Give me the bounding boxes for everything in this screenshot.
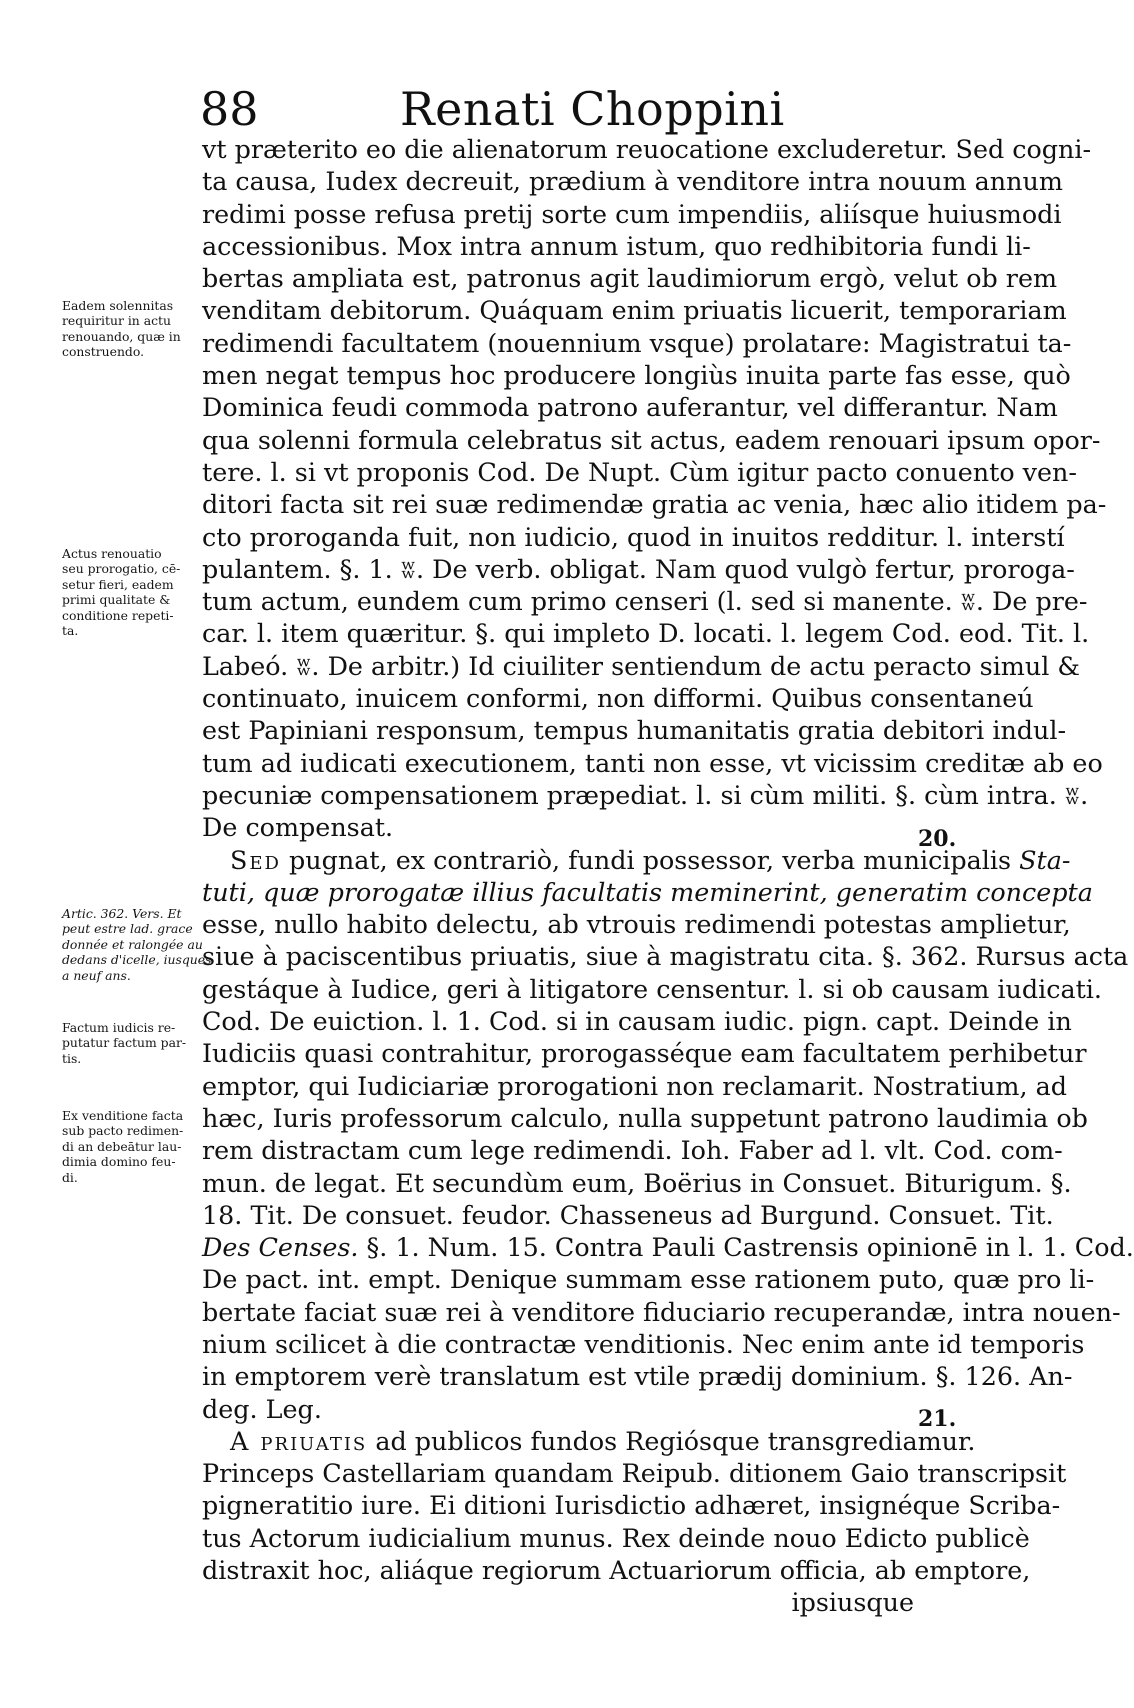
text-line: mun. de legat. Et secundùm eum, Boërius in Consuet. Biturigum. §. bbox=[202, 1167, 1072, 1198]
text-line: Dominica feudi commoda patrono auferantur, vel differantur. Nam bbox=[202, 392, 1058, 423]
text-line: tum actum, eundem cum primo censeri (l. sed si manente. ʬ. De pre- bbox=[202, 586, 1088, 617]
marginal-note bbox=[62, 546, 192, 638]
text-line: Cod. De euiction. l. 1. Cod. si in causam iudic. pign. capt. Deinde in bbox=[202, 1006, 1072, 1037]
marginal-line: conditione repeti- bbox=[62, 607, 174, 623]
text-line: pecuniæ compensationem præpediat. l. si cùm militi. §. cùm intra. ʬ. bbox=[202, 779, 1089, 810]
text-line bbox=[202, 1231, 1134, 1263]
marginal-line: Factum iudicis re- bbox=[62, 1020, 176, 1035]
text-line: ditori facta sit rei suæ redimendæ gratia ac venia, hæc alio itidem pa- bbox=[202, 489, 1107, 520]
text-line: bertate faciat suæ rei à venditore fiduciario recuperandæ, intra nouen- bbox=[202, 1296, 1121, 1327]
text-line: redimi posse refusa pretij sorte cum impendiis, aliísque huiusmodi bbox=[202, 198, 1062, 229]
text-line-body: §. 1. Num. 15. Contra Pauli Castrensis opinionē in l. 1. Cod. bbox=[366, 1232, 1134, 1263]
text-line: Iudiciis quasi contrahitur, prorogasséque eam facultatem perhibetur bbox=[202, 1038, 1087, 1069]
marginal-line: ta. bbox=[62, 623, 79, 639]
text-line bbox=[202, 876, 1093, 908]
marginal-note bbox=[62, 906, 212, 983]
page-number: 88 bbox=[200, 82, 259, 136]
text-line: in emptorem verè translatum est vtile prædij dominium. §. 126. An- bbox=[202, 1361, 1073, 1392]
marginal-line: Actus renouatio bbox=[62, 546, 162, 561]
text-line-body: ad publicos fundos Regiósque transgrediamur. bbox=[375, 1425, 976, 1456]
marginal-note bbox=[62, 1020, 192, 1066]
text-line-body: pugnat, ex contrariò, fundi possessor, verba municipalis bbox=[289, 844, 1012, 875]
text-line: car. l. item quæritur. §. qui impleto D. locati. l. legem Cod. eod. Tit. l. bbox=[202, 618, 1090, 649]
text-line: men negat tempus hoc producere longiùs inuita parte fas esse, quò bbox=[202, 360, 1071, 391]
running-head: Renati Choppini bbox=[400, 82, 785, 136]
paragraph-start-line bbox=[202, 1425, 976, 1457]
marginal-line: construendo. bbox=[62, 344, 145, 360]
text-line: venditam debitorum. Quáquam enim priuatis licuerit, temporariam bbox=[202, 295, 1067, 326]
text-line: De compensat. bbox=[202, 812, 394, 843]
text-line: cto proroganda fuit, non iudicio, quod in inuitos redditur. l. interstí bbox=[202, 521, 1065, 552]
marginal-note bbox=[62, 1108, 192, 1185]
text-line-body: tuti, quæ prorogatæ illius facultatis meminerint, generatim concepta bbox=[202, 876, 1093, 907]
lead-word: Sed bbox=[230, 844, 281, 875]
text-line: pulantem. §. 1. ʬ. De verb. obligat. Nam quod vulgò fertur, proroga- bbox=[202, 553, 1075, 584]
text-line: 18. Tit. De consuet. feudor. Chasseneus ad Burgund. Consuet. Tit. bbox=[202, 1199, 1054, 1230]
marginal-line: a neuf ans. bbox=[62, 967, 131, 983]
text-line: deg. Leg. bbox=[202, 1393, 322, 1424]
section-number: 20. bbox=[918, 826, 957, 852]
marginal-line: Artic. 362. Vers. Et bbox=[62, 906, 182, 921]
marginal-line: di. bbox=[62, 1169, 78, 1185]
text-line: hæc, Iuris professorum calculo, nulla suppetunt patrono laudimia ob bbox=[202, 1102, 1088, 1133]
marginal-line: requiritur in actu bbox=[62, 313, 172, 329]
marginal-line: donnée et ralongée au bbox=[62, 936, 203, 952]
marginal-line: putatur factum par- bbox=[62, 1035, 187, 1051]
text-line: emptor, qui Iudiciariæ prorogationi non reclamarit. Nostratium, ad bbox=[202, 1070, 1068, 1101]
lead-word: A priuatis bbox=[230, 1425, 368, 1456]
text-line: tum ad iudicati executionem, tanti non esse, vt vicissim creditæ ab eo bbox=[202, 747, 1103, 778]
text-line: qua solenni formula celebratus sit actus, eadem renouari ipsum opor- bbox=[202, 424, 1101, 455]
text-line: vt præterito eo die alienatorum reuocatione excluderetur. Sed cogni- bbox=[202, 134, 1092, 164]
text-line: Princeps Castellariam quandam Reipub. ditionem Gaio transcripsit bbox=[202, 1458, 1067, 1489]
marginal-line: sub pacto redimen- bbox=[62, 1123, 184, 1139]
marginal-line: setur fieri, eadem bbox=[62, 576, 174, 592]
text-line: gestáque à Iudice, geri à litigatore censentur. l. si ob causam iudicati. bbox=[202, 973, 1102, 1004]
text-line: est Papiniani responsum, tempus humanitatis gratia debitori indul- bbox=[202, 715, 1067, 746]
marginal-note bbox=[62, 298, 192, 360]
paragraph-start-line bbox=[202, 844, 1071, 876]
text-line: bertas ampliata est, patronus agit laudimiorum ergò, velut ob rem bbox=[202, 263, 1058, 294]
section-number: 21. bbox=[918, 1406, 957, 1432]
text-line: esse, nullo habito delectu, ab vtrouis redimendi potestas amplietur, bbox=[202, 909, 1071, 940]
marginal-line: dimia domino feu- bbox=[62, 1154, 176, 1170]
text-line: redimendi facultatem (nouennium vsque) prolatare: Magistratui ta- bbox=[202, 327, 1072, 358]
marginal-line: peut estre lad. grace bbox=[62, 921, 193, 937]
text-line: siue à paciscentibus priuatis, siue à magistratu cita. §. 362. Rursus acta bbox=[202, 941, 1129, 972]
text-line: nium scilicet à die contractæ venditionis. Nec enim ante id temporis bbox=[202, 1328, 1085, 1359]
marginal-line: di an debeātur lau- bbox=[62, 1138, 182, 1154]
text-line: tus Actorum iudicialium munus. Rex deinde nouo Edicto publicè bbox=[202, 1522, 1030, 1553]
text-line: rem distractam cum lege redimendi. Ioh. Faber ad l. vlt. Cod. com- bbox=[202, 1135, 1063, 1166]
text-line: pigneratitio iure. Ei ditioni Iurisdictio adhæret, insignéque Scriba- bbox=[202, 1490, 1061, 1521]
statuti-word: Sta- bbox=[1019, 844, 1071, 875]
catchword: ipsiusque bbox=[791, 1587, 914, 1618]
text-line: Labeó. ʬ. De arbitr.) Id ciuiliter sentiendum de actu peracto simul & bbox=[202, 650, 1081, 681]
marginal-line: renouando, quæ in bbox=[62, 328, 181, 344]
text-line: continuato, inuicem conformi, non difformi. Quibus consentaneú bbox=[202, 683, 1034, 714]
marginal-line: Eadem solennitas bbox=[62, 298, 174, 313]
text-line: distraxit hoc, aliáque regiorum Actuariorum officia, ab emptore, bbox=[202, 1555, 1031, 1586]
marginal-line: tis. bbox=[62, 1050, 82, 1066]
marginal-line: dedans d'icelle, iusques bbox=[62, 952, 212, 968]
des-censes: Des Censes. bbox=[202, 1232, 359, 1263]
marginal-line: primi qualitate & bbox=[62, 592, 171, 608]
text-line: ta causa, Iudex decreuit, prædium à venditore intra nouum annum bbox=[202, 166, 1063, 197]
marginal-line: Ex venditione facta bbox=[62, 1108, 184, 1123]
text-line: De pact. int. empt. Denique summam esse rationem puto, quæ pro li- bbox=[202, 1264, 1095, 1295]
text-line: accessionibus. Mox intra annum istum, quo redhibitoria fundi li- bbox=[202, 230, 1031, 261]
marginal-line: seu prorogatio, cē- bbox=[62, 561, 181, 577]
text-line: tere. l. si vt proponis Cod. De Nupt. Cùm igitur pacto conuento ven- bbox=[202, 456, 1077, 487]
